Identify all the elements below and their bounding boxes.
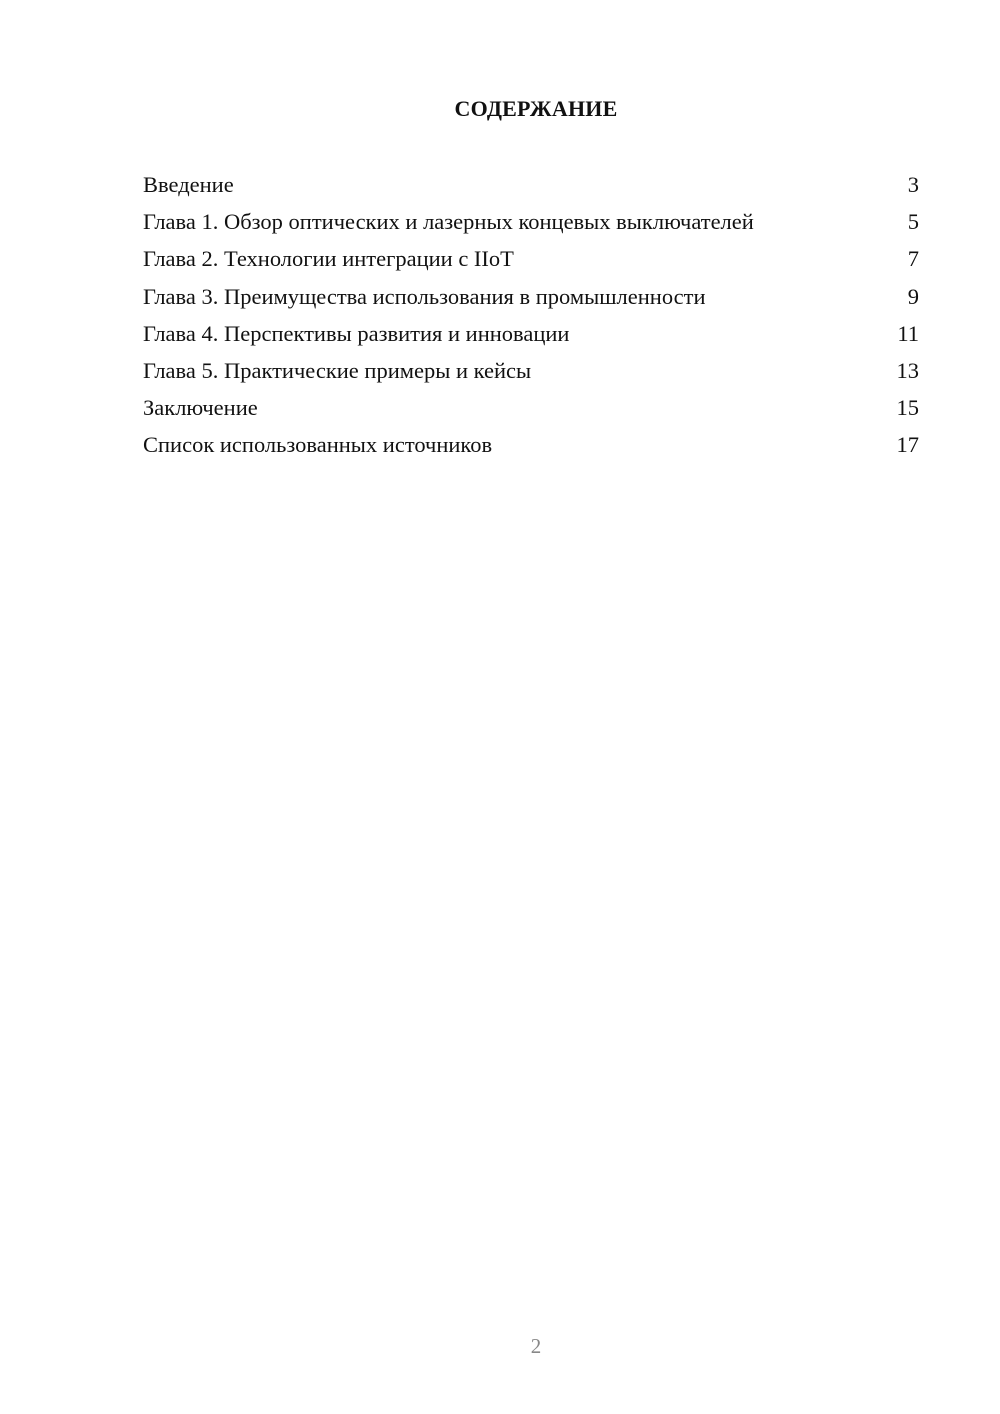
toc-entry-title: Глава 4. Перспективы развития и инновации (143, 320, 570, 346)
toc-entry-title: Глава 1. Обзор оптических и лазерных концевых выключателей (143, 209, 754, 235)
toc-entry-title: Список использованных источников (143, 432, 493, 458)
toc-entry-introduction (143, 170, 919, 207)
toc-entry-page: 9 (907, 283, 919, 309)
toc-entry-page: 13 (896, 357, 919, 383)
toc-heading: СОДЕРЖАНИЕ (454, 96, 618, 121)
toc-entry-chapter-5 (143, 356, 919, 393)
toc-entry-page: 5 (907, 209, 919, 235)
toc-entry-title: Глава 2. Технологии интеграции с IIoT (143, 246, 514, 272)
toc-entry-page: 7 (907, 246, 919, 272)
toc-entry-references (143, 430, 919, 467)
toc-entry-title: Введение (143, 172, 234, 197)
toc-entry-title: Заключение (143, 395, 258, 421)
toc-entry-chapter-4 (143, 319, 919, 356)
toc-entry-page: 15 (896, 395, 919, 421)
toc-entry-chapter-1 (143, 207, 919, 244)
page-number: 2 (530, 1334, 542, 1358)
table-of-contents (143, 170, 919, 468)
toc-entry-page: 11 (897, 320, 919, 346)
toc-entry-conclusion (143, 393, 919, 430)
toc-entry-page: 17 (896, 432, 919, 458)
toc-entry-title: Глава 3. Преимущества использования в промышленности (143, 283, 706, 309)
toc-entry-page: 3 (907, 172, 919, 197)
toc-entry-title: Глава 5. Практические примеры и кейсы (143, 357, 532, 383)
toc-entry-chapter-2 (143, 244, 919, 281)
toc-entry-chapter-3 (143, 282, 919, 319)
